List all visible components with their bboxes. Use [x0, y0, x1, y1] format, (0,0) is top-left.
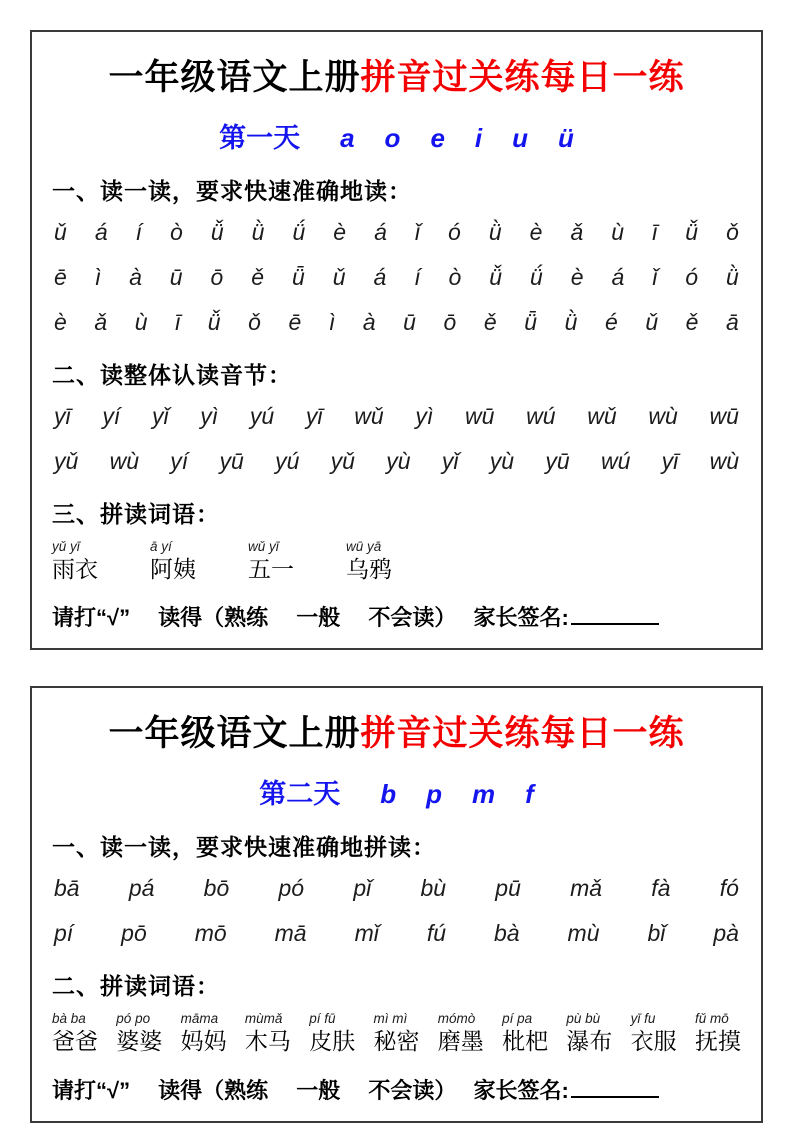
footer-line: [52, 587, 741, 632]
pinyin-syllable: mù: [567, 920, 600, 947]
pinyin-syllable: bù: [420, 875, 447, 902]
title-red-part: 拼音过关练每日一练: [360, 58, 685, 97]
word-hanzi: 抚摸: [694, 1027, 741, 1054]
word-row: [52, 1005, 741, 1059]
word-item: [150, 539, 196, 583]
word-pinyin: pí pa: [502, 1011, 533, 1027]
pinyin-syllable: yī: [54, 403, 71, 429]
pinyin-syllable: ó: [685, 264, 699, 290]
pinyin-row: [52, 911, 741, 956]
pinyin-syllable: i: [474, 123, 483, 153]
pinyin-syllable: e: [430, 123, 445, 153]
pinyin-syllable: ē: [54, 264, 67, 290]
pinyin-syllable: á: [611, 264, 625, 290]
pinyin-row: [52, 255, 741, 300]
word-hanzi: 乌鸦: [346, 555, 392, 582]
word-row: [52, 533, 741, 587]
word-item: [438, 1011, 484, 1055]
word-item: [52, 1011, 98, 1055]
pinyin-syllable: yú: [275, 448, 300, 474]
pinyin-syllable: bǐ: [647, 920, 666, 947]
word-hanzi: 阿姨: [150, 555, 196, 582]
pinyin-syllable: ǐ: [652, 264, 658, 290]
title-black-part: 一年级语文上册: [108, 58, 361, 97]
day-letters: [340, 123, 574, 154]
word-item: [248, 539, 294, 583]
word-hanzi: 磨墨: [437, 1027, 484, 1054]
day-label: 第二天: [259, 779, 341, 810]
pinyin-syllable: à: [129, 264, 142, 290]
word-pinyin: wǔ yī: [248, 539, 279, 554]
footer-text: 请打“√” 读得（熟练 一般 不会读） 家长签名:: [52, 605, 569, 631]
pinyin-syllable: u: [512, 123, 529, 153]
pinyin-syllable: ǔ: [645, 309, 659, 335]
pinyin-row: [52, 300, 741, 345]
day-letters: [380, 779, 534, 810]
pinyin-syllable: yǔ: [54, 448, 79, 474]
pinyin-syllable: pū: [495, 875, 521, 902]
pinyin-syllable: í: [135, 219, 143, 245]
pinyin-syllable: yī: [305, 403, 323, 429]
pinyin-syllable: yī: [661, 448, 679, 474]
section1-heading: 一、读一读，要求快速准确地拼读：: [52, 834, 436, 861]
pinyin-syllable: í: [414, 264, 421, 290]
pinyin-syllable: è: [54, 309, 67, 335]
pinyin-syllable: wù: [648, 403, 678, 429]
pinyin-syllable: yū: [545, 448, 570, 474]
pinyin-syllable: yì: [415, 403, 434, 429]
pinyin-syllable: pō: [121, 920, 147, 947]
pinyin-syllable: ī: [652, 219, 658, 245]
pinyin-syllable: ǐ: [414, 219, 421, 245]
pinyin-syllable: ò: [448, 264, 462, 290]
pinyin-syllable: fó: [719, 875, 739, 902]
word-item: [566, 1011, 612, 1055]
word-hanzi: 雨衣: [52, 555, 98, 582]
section2-heading: 二、拼读词语：: [52, 973, 220, 1000]
pinyin-syllable: ǜ: [564, 309, 578, 335]
footer-text: 请打“√” 读得（熟练 一般 不会读） 家长签名:: [52, 1077, 569, 1103]
signature-line[interactable]: [571, 1080, 659, 1098]
signature-line[interactable]: [571, 607, 659, 625]
pinyin-syllable: pí: [54, 920, 74, 947]
section3-heading: 三、拼读词语：: [52, 501, 220, 527]
pinyin-syllable: ē: [288, 309, 302, 335]
pinyin-syllable: yǐ: [441, 448, 459, 474]
pinyin-syllable: yù: [489, 448, 515, 474]
pinyin-syllable: p: [426, 779, 442, 810]
pinyin-syllable: ü: [558, 123, 574, 153]
pinyin-syllable: ù: [611, 219, 625, 245]
pinyin-syllable: bā: [54, 875, 80, 902]
word-item: [309, 1011, 355, 1055]
word-pinyin: ā yí: [150, 539, 172, 554]
pinyin-syllable: ǒ: [726, 219, 739, 245]
pinyin-syllable: è: [333, 219, 347, 245]
pinyin-syllable: ǚ: [207, 309, 221, 335]
pinyin-syllable: yí: [102, 403, 121, 429]
word-pinyin: fǔ mō: [694, 1011, 729, 1027]
pinyin-syllable: yú: [249, 403, 275, 429]
pinyin-syllable: ǜ: [488, 219, 502, 245]
pinyin-syllable: mō: [194, 920, 227, 947]
worksheet-card-day1: [30, 30, 763, 650]
pinyin-syllable: à: [362, 309, 376, 335]
pinyin-syllable: pó: [278, 875, 305, 902]
section1-heading: 一、读一读，要求快速准确地读：: [52, 178, 412, 204]
pinyin-syllable: m: [471, 779, 496, 810]
word-item: [181, 1011, 227, 1055]
word-item: [346, 539, 392, 583]
pinyin-syllable: pà: [713, 920, 739, 947]
pinyin-syllable: mǎ: [570, 875, 603, 902]
word-item: [631, 1011, 677, 1055]
pinyin-syllable: pǐ: [353, 875, 372, 902]
pinyin-syllable: wǔ: [587, 403, 617, 429]
pinyin-syllable: ǔ: [332, 264, 346, 290]
pinyin-row: [52, 439, 741, 484]
pinyin-syllable: ǖ: [292, 264, 305, 290]
pinyin-syllable: ū: [169, 264, 183, 290]
section2-heading: 二、读整体认读音节：: [52, 362, 292, 388]
word-item: [116, 1011, 162, 1055]
word-hanzi: 妈妈: [180, 1027, 227, 1054]
card-title: [52, 42, 741, 104]
pinyin-syllable: ǜ: [251, 219, 265, 245]
pinyin-syllable: á: [373, 264, 387, 290]
pinyin-syllable: wū: [465, 403, 495, 429]
word-item: [245, 1011, 291, 1055]
word-hanzi: 枇杷: [502, 1027, 549, 1054]
word-pinyin: pù bù: [566, 1011, 601, 1027]
word-hanzi: 婆婆: [116, 1027, 163, 1054]
pinyin-syllable: yì: [200, 403, 219, 429]
pinyin-syllable: fà: [651, 875, 671, 902]
word-item: [695, 1011, 741, 1055]
pinyin-syllable: ǒ: [248, 309, 261, 335]
pinyin-syllable: wū: [709, 403, 739, 429]
pinyin-syllable: ǜ: [726, 264, 739, 290]
word-item: [502, 1011, 548, 1055]
pinyin-syllable: è: [570, 264, 584, 290]
pinyin-syllable: ǎ: [570, 219, 584, 245]
word-pinyin: māma: [180, 1011, 219, 1027]
word-hanzi: 爸爸: [52, 1027, 98, 1054]
word-pinyin: pí fū: [309, 1011, 336, 1027]
pinyin-syllable: yū: [219, 448, 244, 474]
pinyin-syllable: ī: [175, 309, 181, 335]
pinyin-syllable: a: [340, 123, 355, 153]
card-title: [52, 698, 741, 760]
pinyin-syllable: ì: [328, 309, 336, 335]
pinyin-syllable: bō: [203, 875, 230, 902]
pinyin-syllable: ě: [483, 309, 497, 335]
word-item: [52, 539, 98, 583]
pinyin-syllable: ǘ: [530, 264, 543, 290]
word-pinyin: yī fu: [630, 1011, 656, 1027]
day-line: [52, 760, 741, 817]
pinyin-syllable: ǖ: [524, 309, 538, 335]
word-hanzi: 五一: [248, 555, 294, 582]
pinyin-syllable: ā: [726, 309, 739, 335]
pinyin-syllable: bà: [493, 920, 520, 947]
word-item: [373, 1011, 419, 1055]
pinyin-syllable: yù: [386, 448, 411, 474]
worksheet-card-day2: [30, 686, 763, 1122]
pinyin-syllable: ì: [94, 264, 102, 290]
pinyin-syllable: b: [380, 779, 397, 810]
title-black-part: 一年级语文上册: [108, 714, 361, 754]
pinyin-syllable: á: [374, 219, 387, 245]
word-hanzi: 秘密: [373, 1027, 420, 1054]
pinyin-syllable: mǐ: [354, 920, 379, 947]
pinyin-syllable: ù: [134, 309, 148, 335]
pinyin-syllable: ě: [251, 264, 265, 290]
word-hanzi: 皮肤: [309, 1027, 356, 1054]
pinyin-syllable: ō: [443, 309, 457, 335]
word-pinyin: mì mì: [373, 1011, 408, 1027]
pinyin-syllable: ǔ: [54, 219, 67, 245]
word-pinyin: bà ba: [52, 1011, 86, 1027]
day-line: [52, 104, 741, 161]
pinyin-syllable: wù: [709, 448, 739, 474]
pinyin-syllable: ǘ: [292, 219, 306, 245]
day-label: 第一天: [219, 123, 301, 153]
pinyin-syllable: è: [529, 219, 543, 245]
pinyin-syllable: é: [604, 309, 618, 335]
pinyin-syllable: ò: [170, 219, 183, 245]
pinyin-syllable: ō: [210, 264, 224, 290]
pinyin-syllable: wǔ: [354, 403, 384, 429]
pinyin-syllable: ǎ: [94, 309, 108, 335]
footer-line: [52, 1060, 741, 1105]
pinyin-syllable: pá: [128, 875, 155, 902]
word-pinyin: mómò: [437, 1011, 476, 1027]
word-pinyin: pó po: [116, 1011, 151, 1027]
pinyin-syllable: f: [525, 779, 534, 810]
pinyin-row: [52, 210, 741, 255]
pinyin-syllable: wù: [109, 448, 139, 474]
pinyin-syllable: ǚ: [685, 219, 699, 245]
pinyin-syllable: ǚ: [210, 219, 224, 245]
pinyin-syllable: fú: [426, 920, 446, 947]
pinyin-syllable: á: [94, 219, 108, 245]
pinyin-row: [52, 866, 741, 911]
pinyin-row: [52, 394, 741, 439]
pinyin-syllable: ǚ: [489, 264, 503, 290]
pinyin-syllable: ū: [403, 309, 416, 335]
pinyin-syllable: ě: [685, 309, 699, 335]
word-hanzi: 木马: [244, 1027, 291, 1054]
pinyin-syllable: mā: [274, 920, 307, 947]
word-pinyin: wū yā: [346, 539, 382, 554]
pinyin-syllable: o: [384, 123, 401, 153]
word-hanzi: 瀑布: [566, 1027, 613, 1054]
word-pinyin: mùmǎ: [244, 1011, 283, 1027]
pinyin-syllable: wú: [526, 403, 556, 429]
pinyin-syllable: yǔ: [330, 448, 355, 474]
pinyin-syllable: yí: [170, 448, 189, 474]
word-hanzi: 衣服: [630, 1027, 677, 1054]
title-red-part: 拼音过关练每日一练: [360, 714, 685, 754]
word-pinyin: yǔ yī: [52, 539, 80, 554]
pinyin-syllable: wú: [600, 448, 631, 474]
pinyin-syllable: yǐ: [151, 403, 169, 429]
pinyin-syllable: ó: [448, 219, 461, 245]
